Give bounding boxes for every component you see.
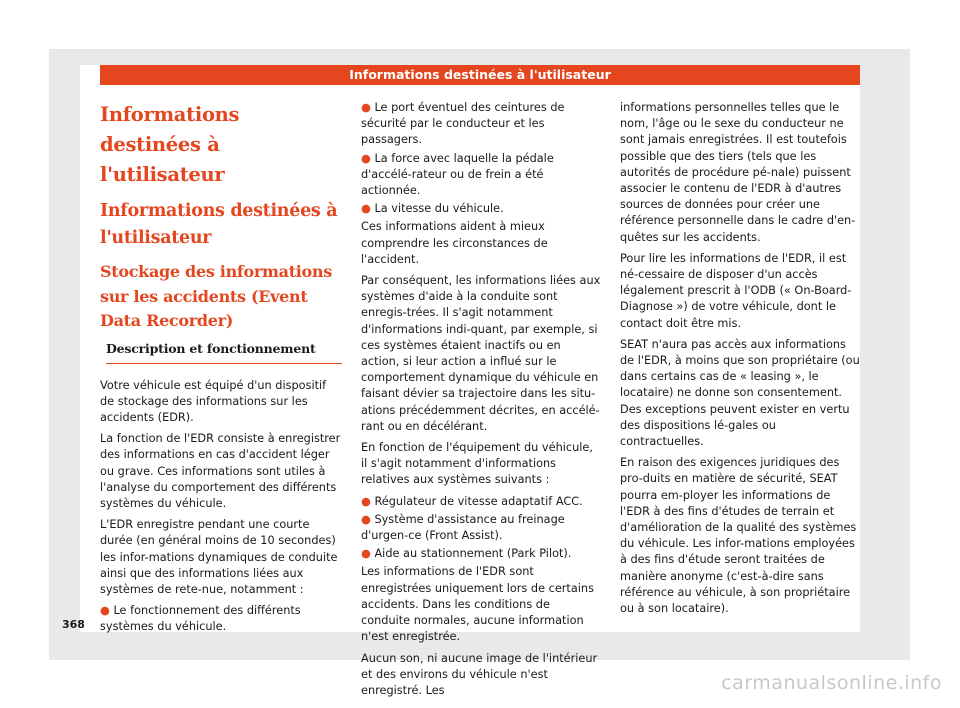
paragraph: Aucun son, ni aucune image de l'intérieur et des environs du véhicule n'est enregistré. Les bbox=[361, 651, 598, 697]
bullet-text: La vitesse du véhicule. bbox=[374, 202, 504, 216]
page-header-bar bbox=[100, 65, 860, 85]
column-3 bbox=[620, 100, 860, 622]
bullet-dot-icon: ● bbox=[361, 151, 375, 165]
watermark: carmanualsonline.info bbox=[721, 672, 942, 694]
paragraph: Pour lire les informations de l'EDR, il est né-cessaire de disposer d'un accès légalement prescrit à l'ODB (« On-Board-Diagnose ») de votre véhicule, dont le contact doit être mis. bbox=[620, 251, 852, 330]
paragraph: Ces informations aident à mieux comprendre les circonstances de l'accident. bbox=[361, 220, 548, 266]
bullet-text: La force avec laquelle la pédale d'accélé-rateur ou de frein a été actionnée. bbox=[361, 151, 554, 198]
bullet-dot-icon: ● bbox=[100, 604, 114, 618]
bullet-item bbox=[361, 201, 601, 217]
bullet-dot-icon: ● bbox=[361, 512, 375, 526]
bullet-item bbox=[361, 494, 601, 510]
heading-level-3: Stockage des informations sur les accidents (Event Data Recorder) bbox=[100, 262, 332, 330]
bullet-dot-icon: ● bbox=[361, 547, 375, 561]
paragraph: SEAT n'aura pas accès aux informations de l'EDR, à moins que son propriétaire (ou dans certains cas de « leasing », le locataire) ne donne son consentement. Des exceptions peuvent exister en vertu des dispositions lé-gales ou contractuelles. bbox=[620, 337, 860, 449]
bullet-item bbox=[361, 512, 601, 544]
paragraph: Par conséquent, les informations liées aux systèmes d'aide à la conduite sont enregis-trées. Il s'agit notamment d'informations indi-quant, par exemple, si ces systèmes étaient inactifs ou en action, si leur action a influé sur le comportement dynamique du véhicule en faisant dévier sa trajectoire dans les situ-ations précédemment décrites, en accélé-rant ou en décélérant. bbox=[361, 274, 601, 433]
column-2 bbox=[361, 100, 601, 704]
bullet-item bbox=[361, 546, 601, 562]
section-heading-wrap bbox=[100, 340, 342, 364]
paragraph: Les informations de l'EDR sont enregistrées uniquement lors de certains accidents. Dans les conditions de conduite normales, aucune information n'est enregistrée. bbox=[361, 565, 594, 644]
bullet-text: Aide au stationnement (Park Pilot). bbox=[374, 547, 572, 561]
header-title: Informations destinées à l'utilisateur bbox=[349, 67, 611, 82]
page-number: 368 bbox=[62, 618, 85, 631]
bullet-item bbox=[361, 151, 601, 200]
column-2-body bbox=[361, 100, 601, 699]
column-1-body bbox=[100, 378, 342, 636]
paragraph: L'EDR enregistre pendant une courte durée (en général moins de 10 secondes) les infor-mations dynamiques de conduite ainsi que des informations liées aux systèmes de rete-nue, notamment : bbox=[100, 518, 338, 596]
bullet-dot-icon: ● bbox=[361, 494, 375, 508]
column-3-body bbox=[620, 100, 860, 617]
bullet-text: Le port éventuel des ceintures de sécurité par le conducteur et les passagers. bbox=[361, 101, 565, 147]
bullet-text: Le fonctionnement des différents systèmes du véhicule. bbox=[100, 604, 301, 634]
bullet-item bbox=[100, 603, 342, 635]
bullet-item bbox=[361, 100, 601, 149]
heading-level-1: Informations destinées à l'utilisateur bbox=[100, 103, 240, 186]
paragraph: La fonction de l'EDR consiste à enregistrer des informations en cas d'accident léger ou grave. Ces informations sont utiles à l'analyse du comportement des différents systèmes du véhicule. bbox=[100, 432, 341, 510]
bullet-text: Système d'assistance au freinage d'urgen-ce (Front Assist). bbox=[361, 512, 565, 543]
paragraph: En raison des exigences juridiques des pro-duits en matière de sécurité, SEAT pourra em-ployer les informations de l'EDR à des fins d'études de terrain et d'amélioration de la qualité des systèmes du véhicule. Les infor-mations employées à des fins d'étude seront traitées de manière anonyme (c'est-à-dire sans référence au véhicule, à son propriétaire ou à son locataire). bbox=[620, 456, 857, 616]
section-heading: Description et fonctionnement bbox=[106, 340, 342, 364]
paragraph: En fonction de l'équipement du véhicule, il s'agit notamment d'informations relatives aux systèmes suivants : bbox=[361, 441, 593, 487]
paragraph: Votre véhicule est équipé d'un dispositif de stockage des informations sur les accidents (EDR). bbox=[100, 378, 327, 424]
column-1 bbox=[100, 100, 342, 638]
bullet-text: Régulateur de vitesse adaptatif ACC. bbox=[374, 494, 583, 508]
bullet-dot-icon: ● bbox=[361, 101, 375, 114]
bullet-dot-icon: ● bbox=[361, 202, 375, 216]
paragraph: informations personnelles telles que le nom, l'âge ou le sexe du conducteur ne sont jamais enregistrées. Il est toutefois possible que des tiers (tels que les autorités de procédure pé-nale) puissent associer le contenu de l'EDR à d'autres sources de données pour créer une référence personnelle dans le cadre d'en-quêtes sur les accidents. bbox=[620, 101, 856, 244]
heading-level-2: Informations destinées à l'utilisateur bbox=[100, 201, 338, 248]
